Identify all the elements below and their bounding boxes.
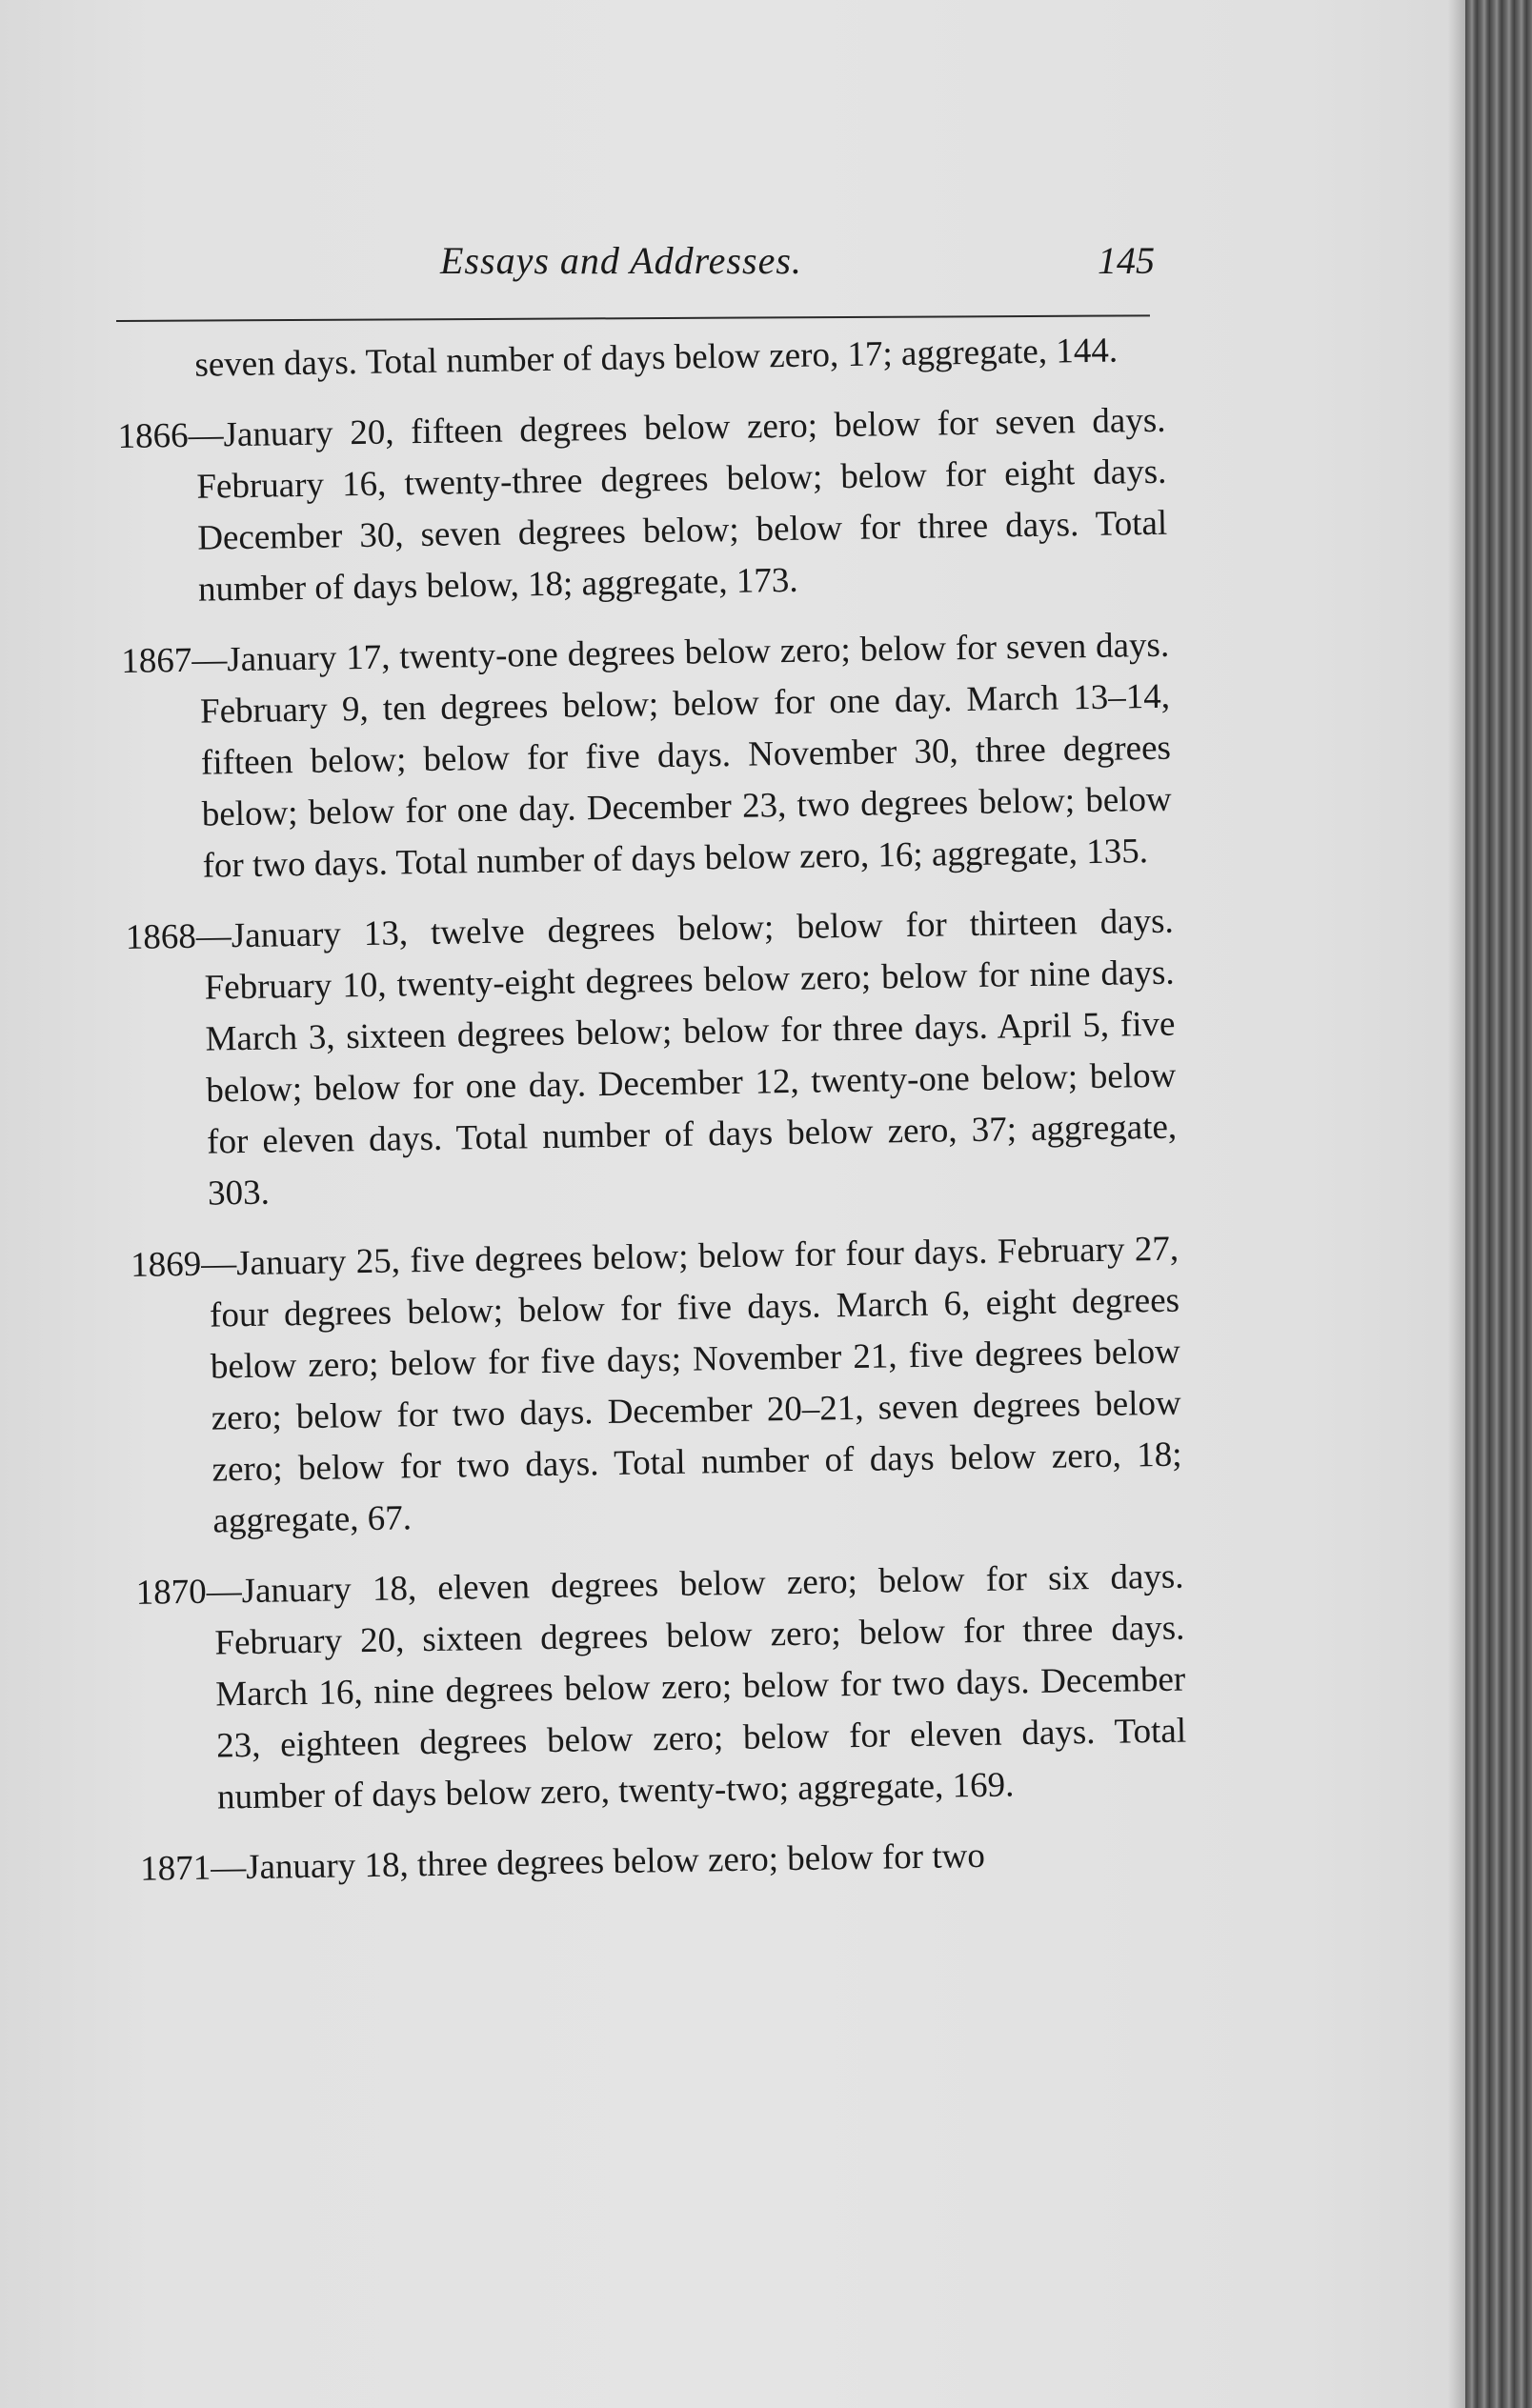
entry-text: —January 18, eleven degrees below zero; below for six days. February 20, sixteen degrees below zero; below for three days. March 16, nine degrees below zero; below for two days. December 23, eighteen degrees below zero; below for eleven days. Total number of days below zero, twenty-two; aggregate, 169. — [206, 1556, 1187, 1817]
entry-year: 1871 — [139, 1848, 212, 1889]
entry-1869 — [131, 1224, 1183, 1549]
entry-year: 1869 — [130, 1244, 202, 1285]
entry-text: —January 17, twenty-one degrees below zero; below for seven days. February 9, ten degrees below; below for one day. March 13–14, fifteen below; below for five days. November 30, three degrees below; below for one day. December 23, two degrees below; below for two days. Total number of days below zero, 16; aggregate, 135. — [191, 625, 1173, 886]
paragraph-continuation — [116, 325, 1165, 392]
entry-text: —January 25, five degrees below; below for four days. February 27, four degrees below; below for five days. March 6, eight degrees below zero; below for five days; November 21, five degrees below zero; below for two days. December 20–21, seven degrees below zero; below for two days. Total number of days below zero, 18; aggregate, 67. — [200, 1229, 1182, 1541]
page-gutter-shadow — [1448, 0, 1465, 2408]
book-spine — [1465, 0, 1532, 2408]
entry-text: —January 13, twelve degrees below; below for thirteen days. February 10, twenty-eight degrees below zero; below for nine days. March 3, sixteen degrees below; below for three days. April 5, five below; below for one day. December 12, twenty-one below; below for eleven days. Total number of days below zero, 37; aggregate, 303. — [195, 901, 1178, 1214]
body-text — [116, 325, 1189, 1915]
header-rule — [116, 314, 1150, 322]
entry-1867 — [121, 620, 1173, 893]
entry-year: 1866 — [117, 415, 189, 456]
running-title: Essays and Addresses. — [440, 239, 802, 282]
entry-text: —January 20, fifteen degrees below zero; below for seven days. February 16, twenty-three degrees below; below for eight days. December 30, seven degrees below; below for three days. Total number of days below, 18; aggregate, 173. — [188, 400, 1168, 610]
entry-1868 — [125, 896, 1178, 1221]
entry-year: 1867 — [120, 640, 192, 681]
page-number: 145 — [1098, 239, 1155, 282]
entry-year: 1870 — [135, 1572, 207, 1613]
page-header — [116, 238, 1155, 295]
entry-1871 — [140, 1828, 1189, 1896]
entry-1866 — [117, 395, 1168, 617]
entry-1870 — [135, 1552, 1187, 1825]
entry-text: —January 18, three degrees below zero; below for two — [210, 1836, 986, 1888]
paragraph-text: seven days. Total number of days below zero, 17; aggregate, 144. — [194, 331, 1119, 385]
entry-year: 1868 — [125, 916, 197, 957]
